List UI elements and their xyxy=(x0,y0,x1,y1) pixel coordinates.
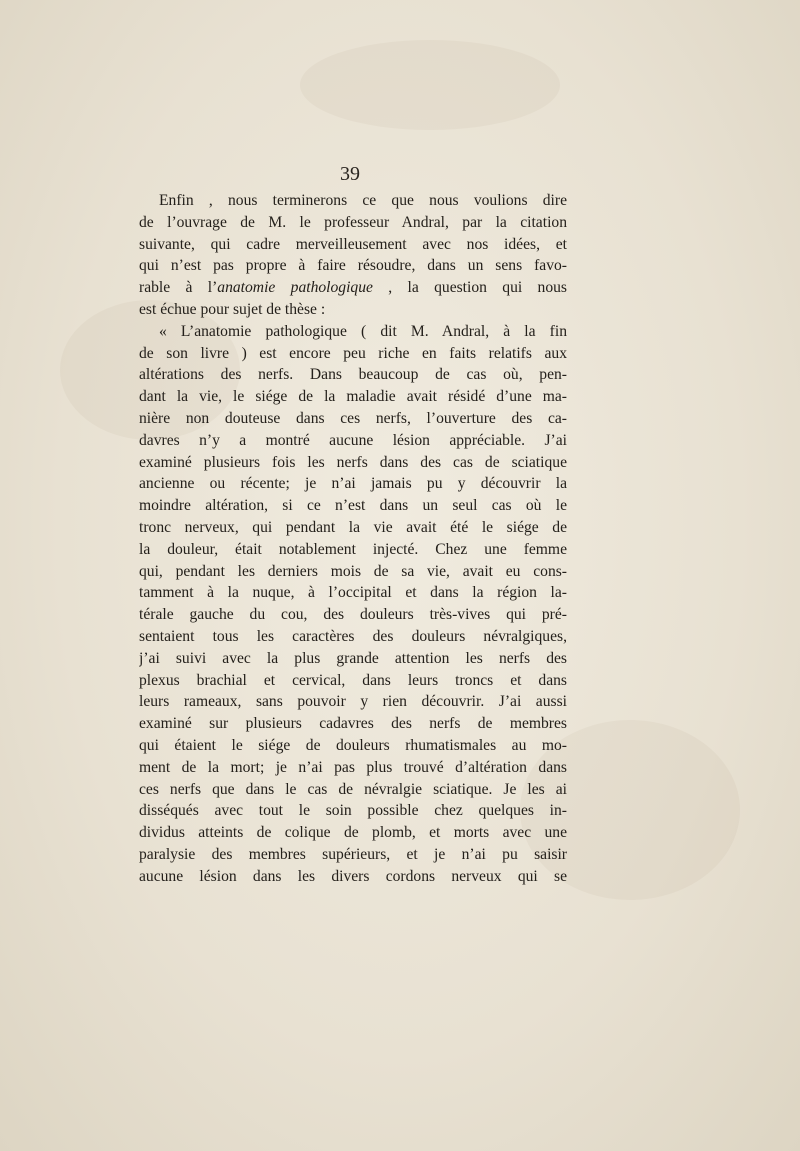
text-line: examiné plusieurs fois les nerfs dans des cas de sciatique xyxy=(139,453,567,471)
text-line: ment de la mort; je n’ai pas plus trouvé d’altération dans xyxy=(139,758,567,776)
text-line: tronc nerveux, qui pendant la vie avait été le siége de xyxy=(139,518,567,536)
text-line: qui n’est pas propre à faire résoudre, dans un sens favo- xyxy=(139,257,567,275)
text-fragment: rable à l’ xyxy=(139,279,218,297)
text-line: térale gauche du cou, des douleurs très-vives qui pré- xyxy=(139,606,567,624)
text-line: la douleur, était notablement injecté. Chez une femme xyxy=(139,540,567,558)
text-line: altérations des nerfs. Dans beaucoup de cas où, pen- xyxy=(139,366,567,384)
text-line: ces nerfs que dans le cas de névralgie sciatique. Je les ai xyxy=(139,780,567,798)
text-line: disséqués avec tout le soin possible chez quelques in- xyxy=(139,802,567,820)
body-text xyxy=(139,190,567,888)
text-line: dant la vie, le siége de la maladie avait résidé d’une ma- xyxy=(139,388,567,406)
text-line: moindre altération, si ce n’est dans un seul cas où le xyxy=(139,497,567,515)
text-line: dividus atteints de colique de plomb, et morts avec une xyxy=(139,824,567,842)
text-line: davres n’y a montré aucune lésion appréciable. J’ai xyxy=(139,431,567,449)
text-line-with-italic xyxy=(139,277,567,299)
text-line: qui, pendant les derniers mois de sa vie, avait eu cons- xyxy=(139,562,567,580)
text-line: de l’ouvrage de M. le professeur Andral, par la citation xyxy=(139,213,567,231)
page-number: 39 xyxy=(340,163,360,185)
text-line: « L’anatomie pathologique ( dit M. Andral, à la fin xyxy=(159,322,567,340)
text-line: examiné sur plusieurs cadavres des nerfs de membres xyxy=(139,715,567,733)
text-line: qui étaient le siége de douleurs rhumatismales au mo- xyxy=(139,736,567,754)
text-line: j’ai suivi avec la plus grande attention les nerfs des xyxy=(139,649,567,667)
text-line: leurs rameaux, sans pouvoir y rien découvrir. J’ai aussi xyxy=(139,693,567,711)
text-line: aucune lésion dans les divers cordons nerveux qui se xyxy=(139,867,567,885)
text-line: de son livre ) est encore peu riche en faits relatifs aux xyxy=(139,344,567,362)
text-line: paralysie des membres supérieurs, et je n’ai pu saisir xyxy=(139,845,567,863)
text-line: plexus brachial et cervical, dans leurs troncs et dans xyxy=(139,671,567,689)
italic-phrase: anatomie pathologique xyxy=(217,279,373,297)
text-line: sentaient tous les caractères des douleurs névralgiques, xyxy=(139,627,567,645)
text-fragment: , la question qui nous xyxy=(372,279,567,297)
text-line: Enfin , nous terminerons ce que nous voulions dire xyxy=(159,192,567,209)
paper-stain xyxy=(300,40,560,130)
text-line: suivante, qui cadre merveilleusement avec nos idées, et xyxy=(139,235,567,253)
text-line: nière non douteuse dans ces nerfs, l’ouverture des ca- xyxy=(139,409,567,427)
text-line: tamment à la nuque, à l’occipital et dans la région la- xyxy=(139,584,567,602)
text-line: est échue pour sujet de thèse : xyxy=(139,300,326,318)
text-line: ancienne ou récente; je n’ai jamais pu y découvrir la xyxy=(139,475,567,493)
